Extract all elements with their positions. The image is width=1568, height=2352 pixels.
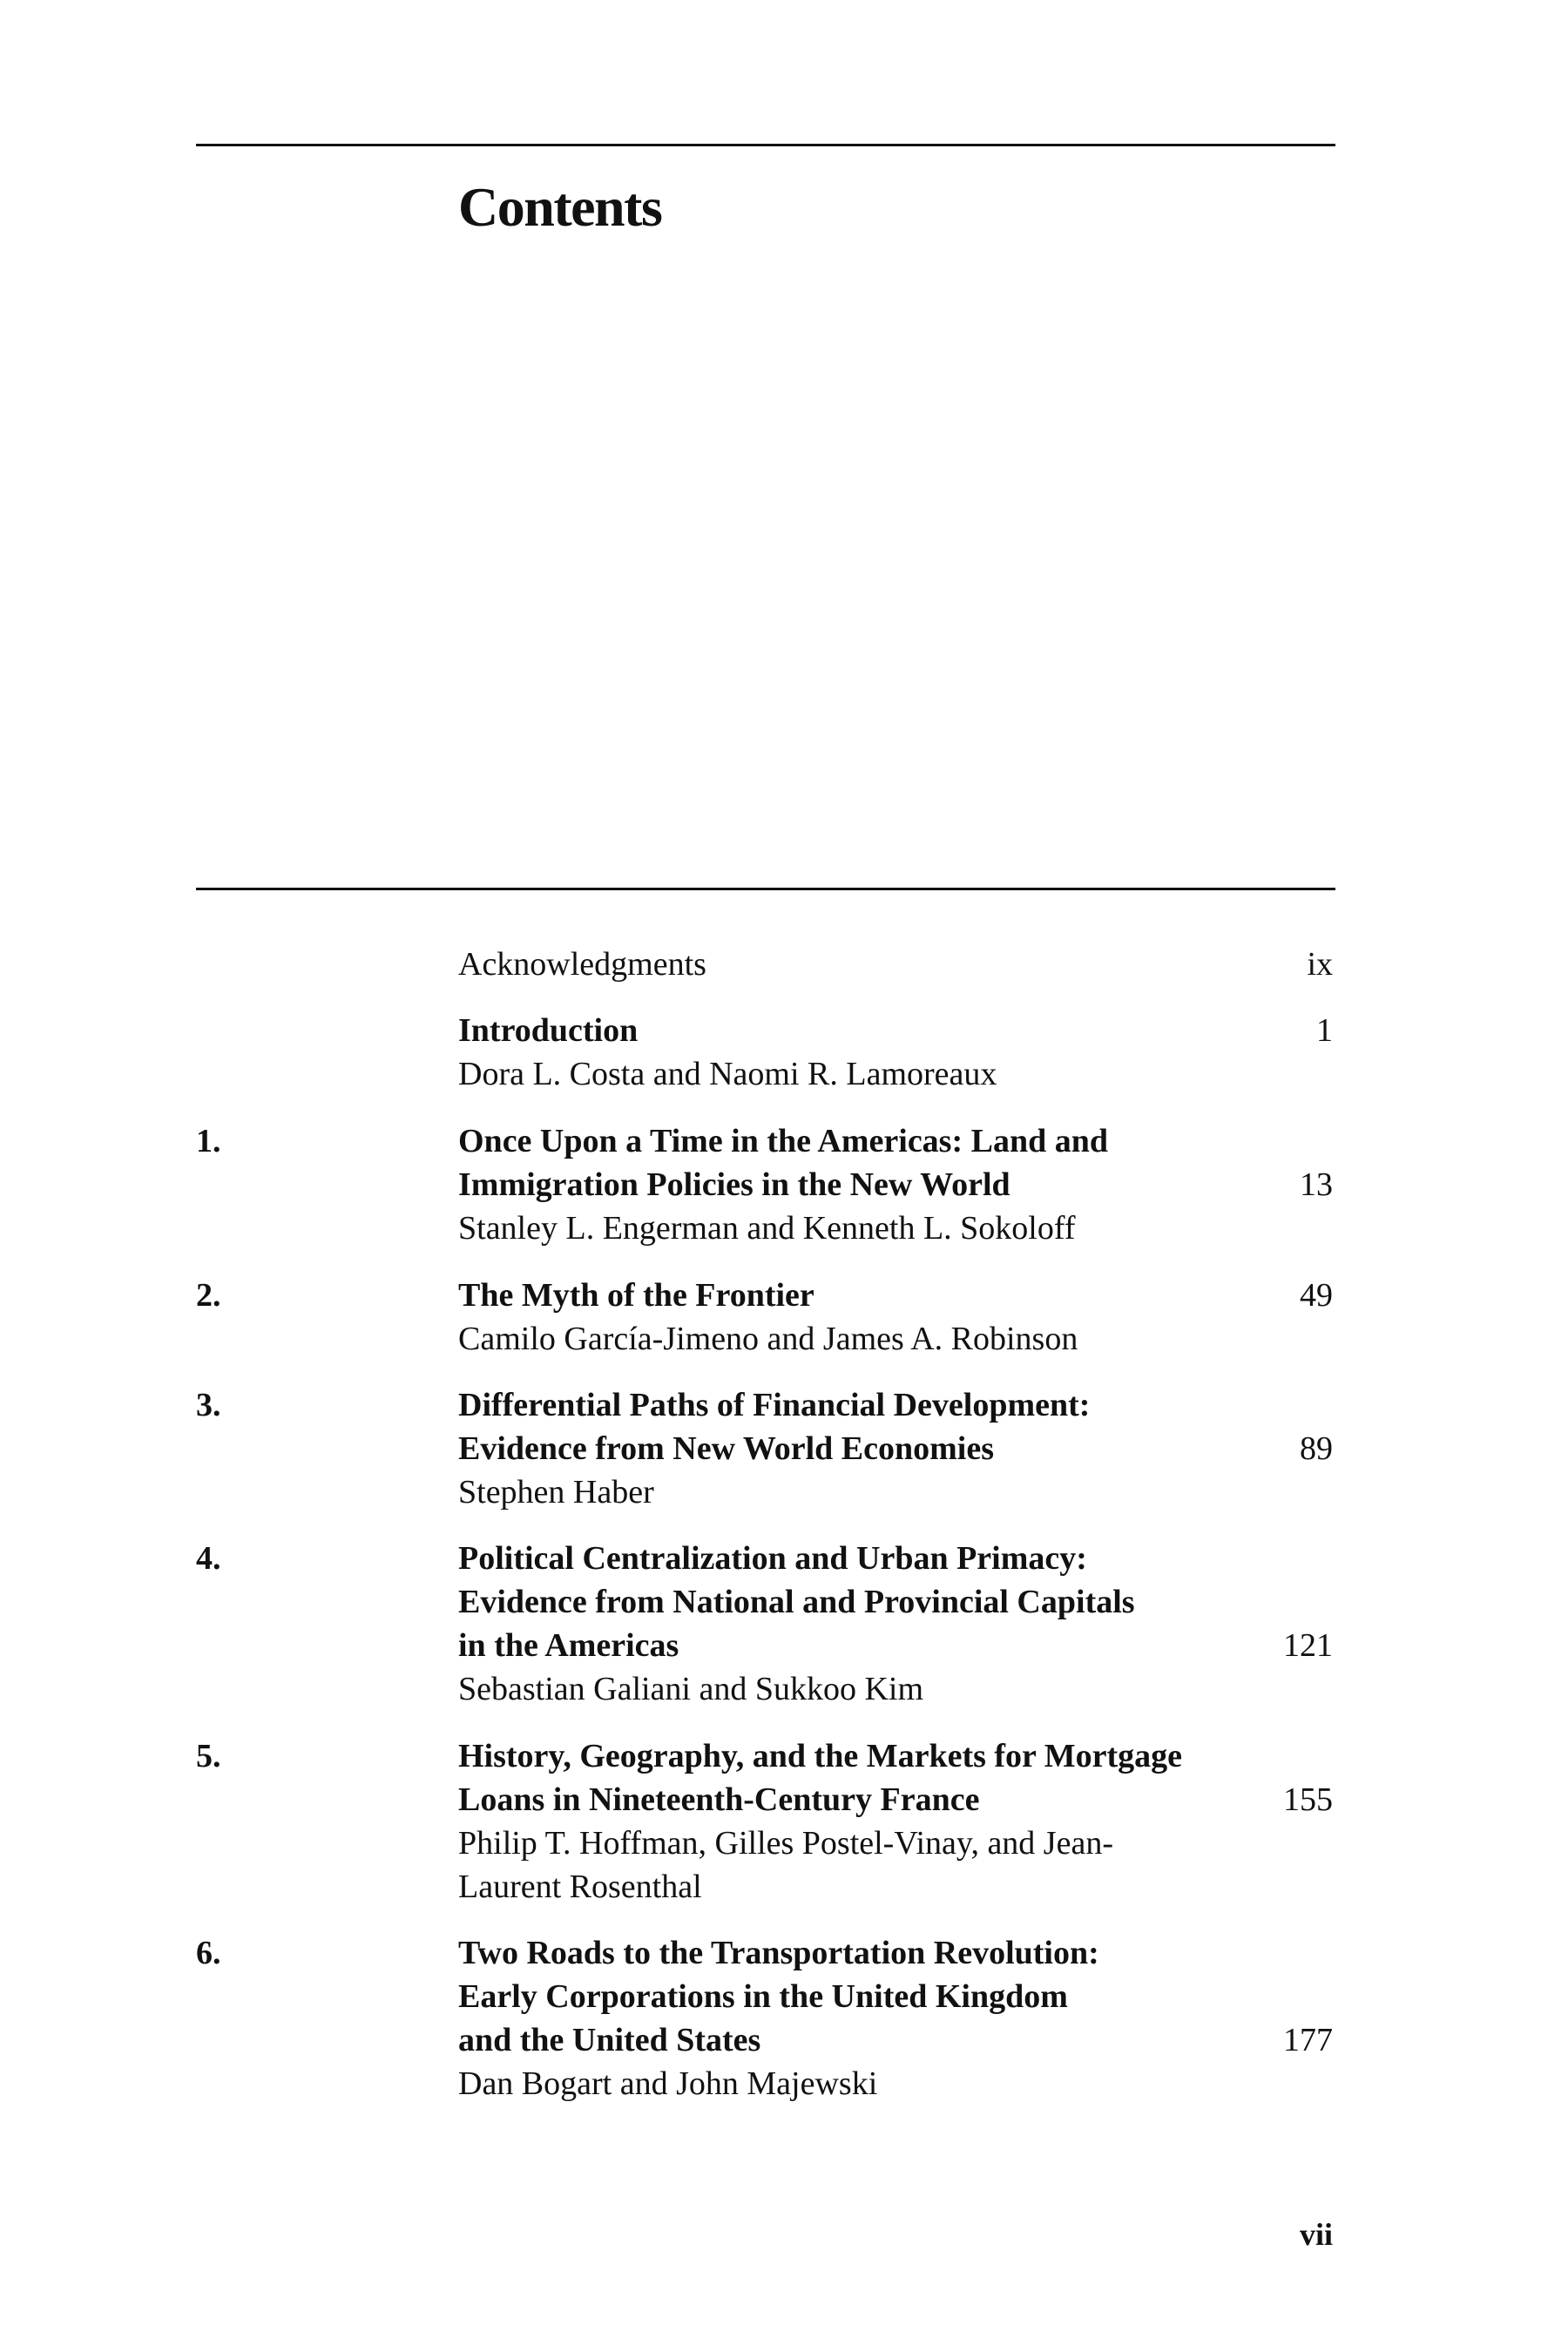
toc-entry-title-line: Early Corporations in the United Kingdom <box>458 1978 1068 2015</box>
toc-entry-title-line: Differential Paths of Financial Development: <box>458 1387 1091 1423</box>
toc-entry-body <box>458 1383 1242 1514</box>
toc-entry-body <box>458 1931 1242 2105</box>
toc-entry-title-line: Evidence from New World Economies <box>458 1430 994 1467</box>
toc-entry-authors-line: Philip T. Hoffman, Gilles Postel-Vinay, and Jean- <box>458 1825 1113 1862</box>
toc-entry-page: 89 <box>1300 1430 1333 1467</box>
chapter-number: 5. <box>196 1738 221 1774</box>
page-folio: vii <box>1299 2217 1333 2252</box>
toc-entry-body <box>458 1274 1242 1361</box>
chapter-number: 4. <box>196 1540 221 1577</box>
toc-entry-authors-line: Laurent Rosenthal <box>458 1869 702 1905</box>
toc-entry-page: 121 <box>1283 1627 1333 1664</box>
toc-entry-title-line: Once Upon a Time in the Americas: Land and <box>458 1123 1109 1159</box>
top-rule <box>196 144 1335 146</box>
toc-entry-page: 49 <box>1300 1277 1333 1314</box>
toc-entry-body <box>458 1119 1242 1250</box>
toc-entry-page: 13 <box>1300 1166 1333 1203</box>
toc-entry-title-line: History, Geography, and the Markets for Mortgage <box>458 1738 1182 1774</box>
toc-entry-authors: Sebastian Galiani and Sukkoo Kim <box>458 1671 924 1707</box>
chapter-number: 6. <box>196 1935 221 1971</box>
toc-entry-body <box>458 943 1242 986</box>
section-rule <box>196 888 1335 890</box>
toc-entry-authors: Stanley L. Engerman and Kenneth L. Sokoloff <box>458 1210 1076 1247</box>
toc-entry-title-line: The Myth of the Frontier <box>458 1277 814 1314</box>
toc-entry-title-line: Political Centralization and Urban Primacy: <box>458 1540 1087 1577</box>
chapter-number: 2. <box>196 1277 221 1314</box>
toc-entry-title: Introduction <box>458 1012 639 1049</box>
toc-entry-body <box>458 1734 1242 1909</box>
toc-entry-title: Acknowledgments <box>458 946 706 983</box>
toc-entry-page: ix <box>1307 946 1333 983</box>
toc-entry-title-line: and the United States <box>458 2022 761 2058</box>
toc-entry-body <box>458 1537 1242 1711</box>
page-title: Contents <box>458 176 662 238</box>
chapter-number: 1. <box>196 1123 221 1159</box>
toc-entry-authors: Dora L. Costa and Naomi R. Lamoreaux <box>458 1056 997 1092</box>
toc-entry-page: 155 <box>1283 1781 1333 1818</box>
toc-entry-title-line: Immigration Policies in the New World <box>458 1166 1010 1203</box>
toc-entry-authors: Stephen Haber <box>458 1474 654 1511</box>
toc-entry-authors: Camilo García-Jimeno and James A. Robinson <box>458 1321 1078 1357</box>
chapter-number: 3. <box>196 1387 221 1423</box>
toc-entry-title-line: Two Roads to the Transportation Revolution: <box>458 1935 1099 1971</box>
toc-entry-page: 1 <box>1316 1012 1333 1049</box>
toc-entry-body <box>458 1009 1242 1096</box>
toc-entry-page: 177 <box>1283 2022 1333 2058</box>
toc-entry-authors: Dan Bogart and John Majewski <box>458 2065 878 2102</box>
toc-entry-title-line: Evidence from National and Provincial Capitals <box>458 1584 1135 1620</box>
toc-entry-title-line: in the Americas <box>458 1627 679 1664</box>
toc-entry-title-line: Loans in Nineteenth-Century France <box>458 1781 980 1818</box>
